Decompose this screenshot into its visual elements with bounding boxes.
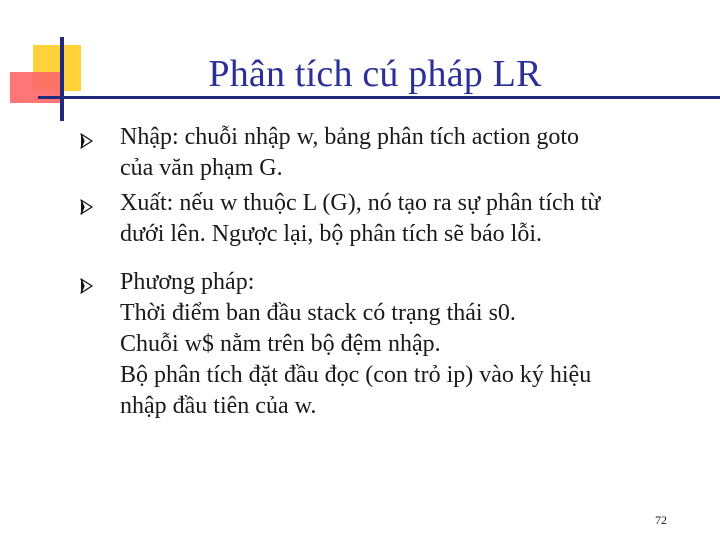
bullet-item-2 (120, 188, 710, 250)
arrowhead-icon (78, 199, 94, 215)
bullet-3-line-5: nhập đầu tiên của w. (120, 393, 317, 419)
arrowhead-icon (78, 278, 94, 294)
bullet-item-3 (120, 267, 710, 422)
bullet-3-line-3: Chuỗi w$ nằm trên bộ đệm nhập. (120, 331, 441, 357)
bullet-1-line-1: Nhập: chuỗi nhập w, bảng phân tích action goto (120, 124, 579, 150)
bullet-3-line-1: Phương pháp: (120, 269, 255, 295)
bullet-2-line-1: Xuất: nếu w thuộc L (G), nó tạo ra sự phân tích từ (120, 190, 601, 216)
bullet-item-1 (120, 122, 710, 184)
page-number: 72 (655, 513, 667, 527)
bullet-3-line-2: Thời điểm ban đầu stack có trạng thái s0. (120, 300, 516, 326)
slide-title: Phân tích cú pháp LR (208, 53, 542, 95)
bullet-1-line-2: của văn phạm G. (120, 155, 283, 181)
bullet-2-line-2: dưới lên. Ngược lại, bộ phân tích sẽ báo lỗi. (120, 221, 542, 247)
arrowhead-icon (78, 133, 94, 149)
bullet-3-line-4: Bộ phân tích đặt đầu đọc (con trỏ ip) vào ký hiệu (120, 362, 592, 388)
